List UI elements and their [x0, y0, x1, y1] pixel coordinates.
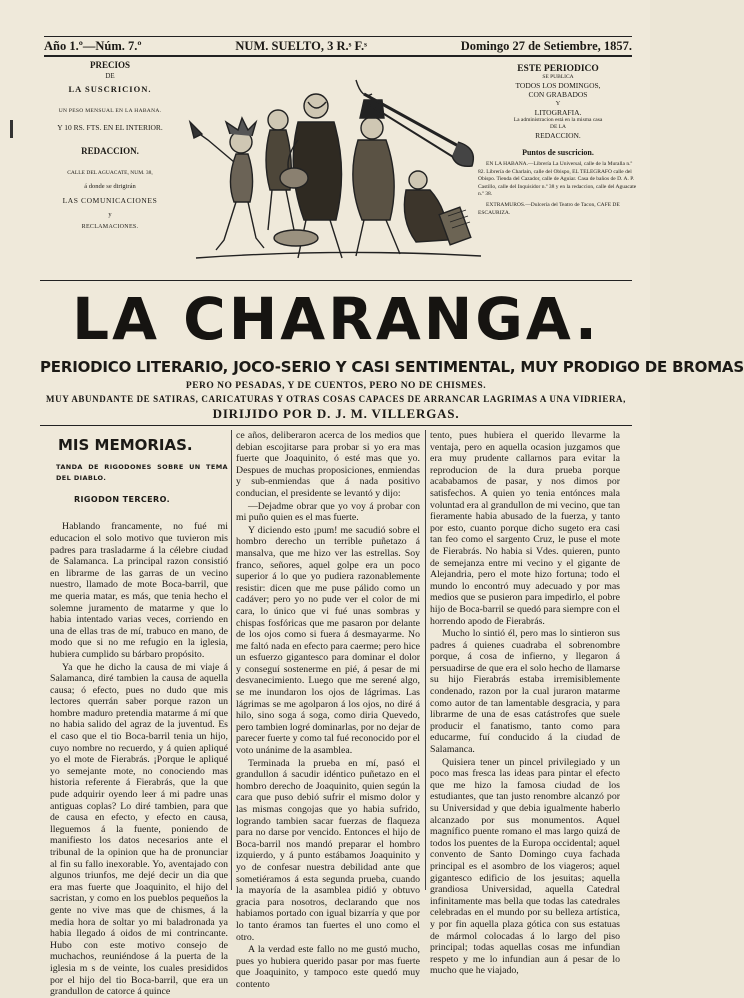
de-la-label: DE LA	[549, 124, 567, 130]
masthead-director: DIRIJIDO POR D. J. M. VILLERGAS.	[212, 406, 460, 421]
de-label: DE	[105, 72, 115, 80]
article-subtitle: TANDA DE RIGODONES SOBRE UN TEMA DEL DIABLO.	[56, 462, 228, 483]
y-label: y	[108, 211, 112, 219]
paragraph: Hablando francamente, no fué mi educacion el solo motivo que tuvieron mis padres para trasladarme á la célebre ciudad de Salamanca. La principal razon consistió en librarme de las garras de un vecino nuestro, llamado de mote Boca-barril, que me queria matar, es más, que tenia hecho el solemne juramento de matarme y que lo habia intentado varias veces, corriendo en una de ellas tras de mí, trabuco en mano, de modo que si no me refugio en la iglesia, hubiera cumplido su bárbaro propósito.	[50, 521, 228, 660]
article-column-1	[50, 430, 228, 998]
price-havana: UN PESO MENSUAL EN LA HABANA.	[58, 108, 162, 114]
paragraph: Terminada la prueba en mí, pasó el grandullon á sacudir idéntico puñetazo en el hombro derecho de Joaquinito, quien según la cara que puso debió sufrir el mismo dolor y las mismas congojas que yo habia sufrido, logrando tambien sacar fuerzas de flaqueza para no darse por vencido. Entonces el hijo de Boca-barril nos mandó preparar el hombro izquierdo, y á punto estábamos Joaquinito y yo de confesar nuestra debilidad ante que sometiéramos á esta segunda prueba, cuando la mayoría de la asamblea pidió y obtuvo gracia para nosotros, declarando que nos habiamos portado con igual bizarría y que por lo tanto éramos tan fuertes el uno como el otro.	[236, 757, 420, 943]
paragraph: A la verdad este fallo no me gustó mucho, pues yo hubiera querido pasar por mas fuerte que Joaquinito, y tampoco este quedó muy contento	[236, 944, 420, 990]
precios-label: PRECIOS	[89, 60, 130, 70]
masthead-title: LA CHARANGA.	[72, 285, 600, 353]
paragraph: Ya que he dicho la causa de mi viaje á Salamanca, diré tambien la causa de aquella causa; ó efecto, pues no dudo que mis lectores querrán saber porque razon un hombre maduro pretendia matarme á mí que no habia salido del agraz de la juventud. Es el caso que el tio Boca-barril tenia un hijo, cuyo nombre no recuerdo, y á quien apliqué yo el mote de Fierabrás. ¡Porque le apliqué yo semejante mote, no conociendo mas historia referente á Fierabrás, que la que pude adquirir oyendo leer á mi padre unas antiguas coplas? Lo diré tambien, para que de causa en efecto, y efecto en causa, lleguemos á la fuente, poniendo de manifiesto los datos necesarios ante el tribunal de la opinion que ha de pronunciar al fin su fallo inexorable. Yo, aventajado con algunos triunfos, me dejé decir un dia que era mas fuerte que Joaquinito, el hijo del sacristan, y como en los pueblos pequeños la gente no vive mas que de chismes, á la media hora de soltar yo mi baladronada ya habia llegado á oidos de mi contrincante. Hubo con este motivo consejo de muchachos, reuniéndose á la puerta de la iglesia m s de veinte, los cuales presididos por el hijo del tio Boca-barril, que era un grandullon de catorce á quince	[50, 661, 228, 998]
litografia-label: LITOGRAFIA.	[534, 107, 582, 117]
article-columns	[40, 430, 632, 998]
masthead-subtitle: PERIODICO LITERARIO, JOCO-SERIO Y CASI SENTIMENTAL, MUY PRODIGO DE BROMAS	[40, 358, 744, 376]
paragraph: —Dejadme obrar que yo voy á probar con mi puño quien es el mas fuerte.	[236, 500, 420, 524]
charanga-band-illustration	[186, 70, 486, 270]
masthead-subtitle-2: PERO NO PESADAS, Y DE CUENTOS, PERO NO DE CHISMES.	[185, 381, 487, 391]
redaccion-address: CALLE DEL AGUACATE, NUM. 38,	[67, 170, 153, 176]
issue-number: Año 1.º—Núm. 7.º	[44, 38, 142, 53]
price-interior: Y 10 RS. FTS. EN EL INTERIOR.	[57, 123, 163, 132]
redaccion-label-right: REDACCION.	[535, 130, 581, 140]
paragraph: tento, pues hubiera el querido llevarme la ventaja, pero en aquella ocasion juzgamos que era muy prudente callarnos para evitar la reproducion de la dura prueba porque acababamos de pasar, y nos dimos por satisfechos. A quien yo tenia entónces mala voluntad era al grandullon de mi vecino, que tan fieramente habia abusado de la fuerza, y tanto por esto, cuanto porque dicho sugeto era casi tan feo como el sargento Cruz, le puse el mote de Fierabrás. No habia si Vdes. quieren, punto de semejanza entre mi vecino y el gigante de Alejandria, pero el mote hizo fortuna; todo el mundo lo encontró muy adecuado y por mas medios que se pusieron para impedirlo, el pobre hijo de Boca-barril se quedó para siempre con el horrendo apodo de Fierabrás.	[430, 430, 620, 627]
article-column-2	[236, 430, 420, 990]
issue-date: Domingo 27 de Setiembre, 1857.	[460, 38, 632, 53]
y-label: Y	[555, 99, 561, 107]
se-publica-label: SE PUBLICA	[542, 74, 574, 80]
issue-bar	[44, 36, 632, 57]
article-title: MIS MEMORIAS.	[58, 436, 193, 454]
este-periodico-label: ESTE PERIODICO	[517, 64, 599, 74]
puntos-title: Puntos de suscricion.	[522, 148, 594, 158]
puntos-text: EN LA HABANA.—Librería La Universal, calle de la Muralla n.º 82. Librería de Charlain, calle del Obispo, EL TELEGRAFO calle del Obispo. Tienda del Cazador, calle de Aguiar. Casa de baños de D. A. P. Castillo, calle del Inquisidor n.º 38 y en la redaccion, calle del Aguacate n.º 38.	[478, 161, 637, 197]
masthead-divider-bottom	[40, 425, 632, 426]
subscription-box	[40, 60, 180, 230]
domingos-label: TODOS LOS DOMINGOS,	[515, 80, 601, 90]
article-section: RIGODON TERCERO.	[74, 494, 171, 504]
article-column-3	[430, 430, 620, 977]
paragraph: Mucho lo sintió él, pero mas lo sintieron sus padres á quienes cuadraba el sobrenombre porque, á cosa de infierno, y llegaron á persuadirse de que era el solo hecho de llamarse su hijo Fierabrás estaba irremisiblemente condenado, razon por la cual juraron matarme como autor de tan lamentable desgracia, y para librarme de una de esas catástrofes que suele producir el fanatismo, tanto como para educarme, fuí conducido á la ciudad de Salamanca.	[430, 628, 620, 756]
margin-mark	[10, 120, 13, 138]
issue-price: NUM. SUELTO, 3 R.ˢ F.ˢ	[235, 38, 367, 53]
comunicaciones-label: LAS COMUNICACIONES	[62, 196, 158, 206]
paragraph: Y diciendo esto ¡pum! me sacudió sobre el hombro derecho un terrible puñetazo á mansalva, que me hizo ver las estrellas. Soy franco, señores, aquel golpe era un poco superior á lo que yo pudiera razonablemente resistir: dicen que me puse pálido como un cadáver; pero yo no pude ver el color de mi cara, lo único que vi fué unas sombras y chispas fosfóricas que me pasaron por delante de los ojos como si fuera á desmayarme. No me faltó nada en efecto para caerme; pero hice un esfuerzo gigantesco para dominar el dolor y conseguí sostenerme en pié, á pesar de mi desvanecimiento. Luego que me serené algo, se me inundaron los ojos de lágrimas. Las lágrimas se me agolparon á los ojos, no diré á hilo, sino soga á soga, como diria Quevedo, pero tambien logré dominarlas, por no dejar de parecer fuerte y como tal fué reconocido por el voto unánime de la asamblea.	[236, 524, 420, 757]
reclamaciones-label: RECLAMACIONES.	[81, 224, 139, 231]
column-separator	[425, 430, 426, 890]
paragraph: ce años, deliberaron acerca de los medios que debian escojitarse para probar si yo era mas fuerte que Joaquinito, ó esté mas que yo. Despues de muchas proposiciones, enmiendas y sub-enmiendas que á nada positivo conducian, el presidente se levantó y dijo:	[236, 430, 420, 499]
paragraph: Quisiera tener un pincel privilegiado y un poco mas fresca las ideas para pintar el efecto que me hizo la famosa ciudad de los estudiantes, que tan justo renombre alcanzó por su Universidad y que debia igualmente haberlo alcanzado por sus monumentos. Aquel magnífico puente romano el mas largo quizá de todos los puentes de la Europa occidental; aquel convento de Santo Domingo cuya fachada principal es el asombro de los viageros; aquel gigantesco edificio de los jesuitas; aquella grandiosa Universidad, aquella Catedral infinitamente mas bella que todas las catedrales celebradas en el mundo por su belleza artística, y por fin aquella plaza gótica con sus estatuas de mármol colocadas á lo largo del piso principal; todas aquellas cosas me infundian respeto y me lo infundian aun á pesar de lo mucho que he viajado,	[430, 756, 620, 977]
extramuros-text: EXTRAMUROS.—Dulcería del Teatro de Tacon, CAFE DE ESCAURIZA.	[478, 202, 620, 216]
masthead-subtitle-3: MUY ABUNDANTE DE SATIRAS, CARICATURAS Y OTRAS COSAS CAPACES DE ARRANCAR LAGRIMAS A UNA VIDRIERA,	[46, 394, 626, 404]
grabados-label: CON GRABADOS	[528, 90, 588, 100]
administracion-label: La administracion está en la misma casa	[513, 117, 603, 124]
column-separator	[231, 430, 232, 890]
publication-box	[478, 64, 638, 217]
suscricion-label: LA SUSCRICION.	[68, 84, 152, 94]
masthead-divider-top	[40, 280, 632, 281]
redaccion-label: REDACCION.	[81, 146, 139, 156]
redaccion-address-2: á donde se dirigirán	[84, 183, 136, 191]
